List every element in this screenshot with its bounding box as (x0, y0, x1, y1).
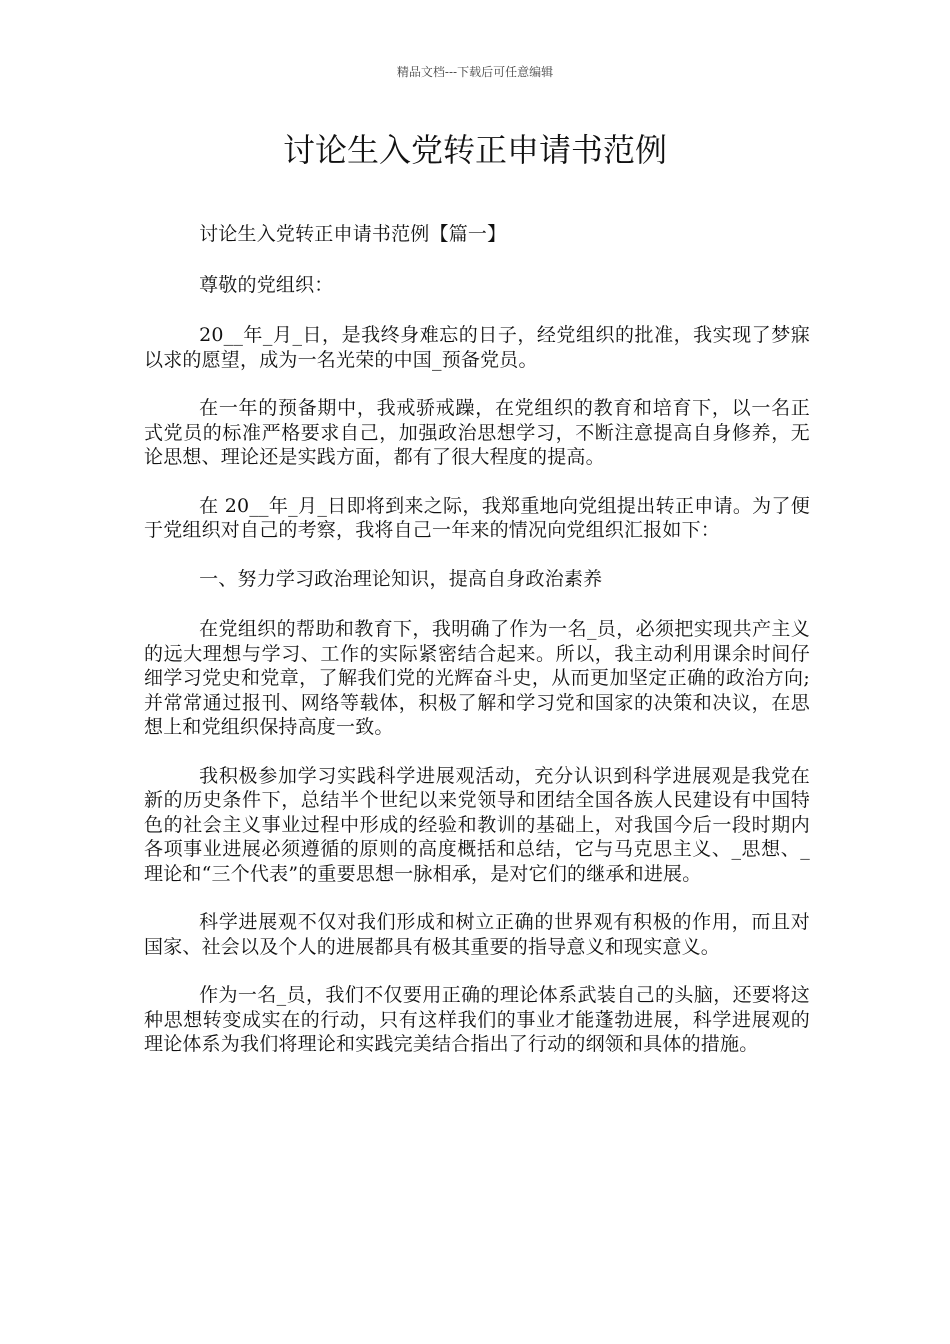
paragraph: 我积极参加学习实践科学进展观活动，充分认识到科学进展观是我党在新的历史条件下，总结半个世纪以来党领导和团结全国各族人民建设有中国特色的社会主义事业过程中形成的经验和教训的基础上，对我国今后一段时期内各项事业进展必须遵循的原则的高度概括和总结，它与马克思主义、_思想、_理论和“三个代表”的重要思想一脉相承，是对它们的继承和进展。 (144, 764, 810, 885)
paragraph: 在 20__年_月_日即将到来之际，我郑重地向党组提出转正申请。为了便于党组织对自己的考察，我将自己一年来的情况向党组织汇报如下： (144, 494, 810, 541)
header-note: 精品文档---下载后可任意编辑 (396, 65, 554, 79)
paragraph: 在党组织的帮助和教育下，我明确了作为一名_员，必须把实现共产主义的远大理想与学习、工作的实际紧密结合起来。所以，我主动利用课余时间仔细学习党史和党章，了解我们党的光辉奋斗史，从而更加坚定正确的政治方向;并常常通过报刊、网络等载体，积极了解和学习党和国家的决策和决议，在思想上和党组织保持高度一致。 (144, 618, 810, 738)
salutation: 尊敬的党组织： (199, 273, 334, 296)
section-heading: 讨论生入党转正申请书范例【篇一】 (199, 223, 507, 245)
document-body (144, 222, 810, 1081)
paragraph: 20__年_月_日，是我终身难忘的日子，经党组织的批准，我实现了梦寐以求的愿望，成为一名光荣的中国_预备党员。 (144, 324, 810, 371)
document-title: 讨论生入党转正申请书范例 (282, 131, 667, 169)
paragraph: 作为一名_员，我们不仅要用正确的理论体系武装自己的头脑，还要将这种思想转变成实在的行动，只有这样我们的事业才能蓬勃进展，科学进展观的理论体系为我们将理论和实践完美结合指出了行动的纲领和具体的措施。 (144, 984, 810, 1055)
paragraph: 科学进展观不仅对我们形成和树立正确的世界观有积极的作用，而且对国家、社会以及个人的进展都具有极其重要的指导意义和现实意义。 (144, 911, 810, 958)
subsection-heading: 一、努力学习政治理论知识，提高自身政治素养 (199, 567, 603, 590)
paragraph: 在一年的预备期中，我戒骄戒躁，在党组织的教育和培育下，以一名正式党员的标准严格要求自己，加强政治思想学习，不断注意提高自身修养，无论思想、理论还是实践方面，都有了很大程度的提高。 (144, 397, 810, 468)
